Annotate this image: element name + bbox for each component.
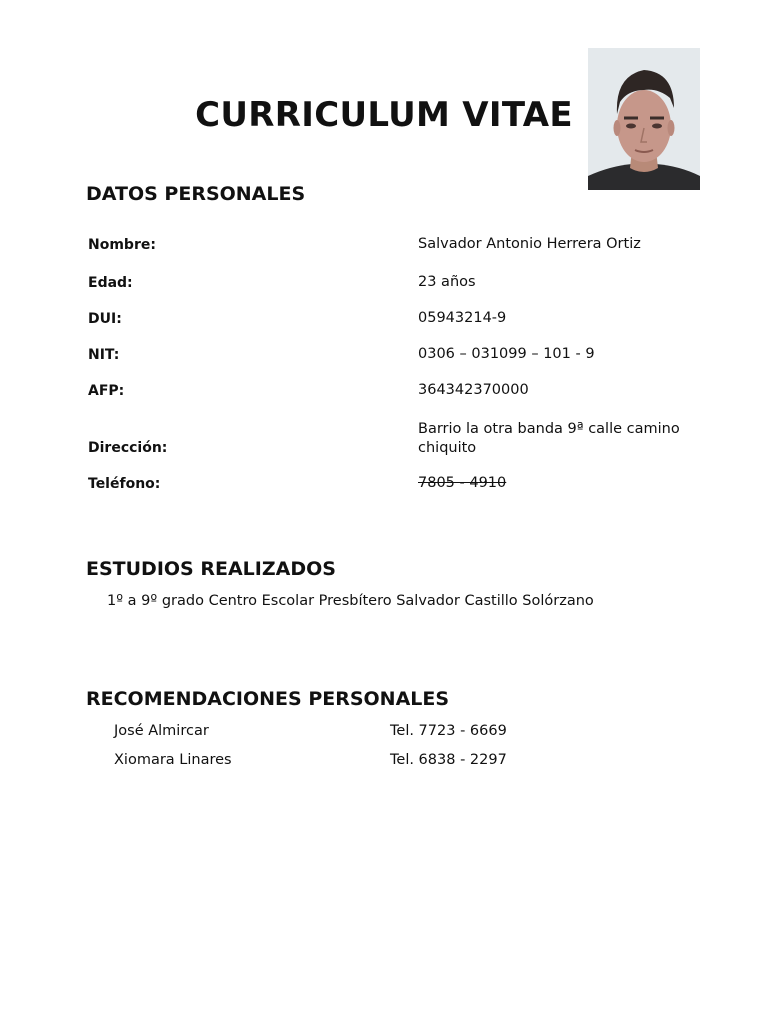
value-edad: 23 años [418,274,476,290]
label-dui: DUI: [88,311,122,327]
value-nit: 0306 – 031099 – 101 - 9 [418,346,595,362]
value-direccion: Barrio la otra banda 9ª calle camino chiquito [418,421,680,456]
value-dui: 05943214-9 [418,310,507,326]
reference-phone: Tel. 7723 - 6669 [390,723,507,739]
label-edad: Edad: [88,275,133,291]
estudios-item: 1º a 9º grado Centro Escolar Presbítero Salvador Castillo Solórzano [107,593,594,609]
label-nombre: Nombre: [88,237,156,253]
label-direccion: Dirección: [88,440,168,456]
profile-photo [588,48,700,190]
value-telefono: 7805 - 4910 [418,475,507,491]
document-title: CURRICULUM VITAE [195,95,573,135]
value-nombre: Salvador Antonio Herrera Ortiz [418,236,641,252]
section-heading-estudios: ESTUDIOS REALIZADOS [86,558,336,580]
reference-name: José Almircar [114,723,209,739]
label-nit: NIT: [88,347,120,363]
section-heading-datos-personales: DATOS PERSONALES [86,183,306,205]
portrait-image [588,48,700,190]
label-telefono: Teléfono: [88,476,161,492]
value-afp: 364342370000 [418,382,529,398]
reference-phone: Tel. 6838 - 2297 [390,752,507,768]
section-heading-recomendaciones: RECOMENDACIONES PERSONALES [86,688,450,710]
reference-name: Xiomara Linares [114,752,232,768]
label-afp: AFP: [88,383,125,399]
